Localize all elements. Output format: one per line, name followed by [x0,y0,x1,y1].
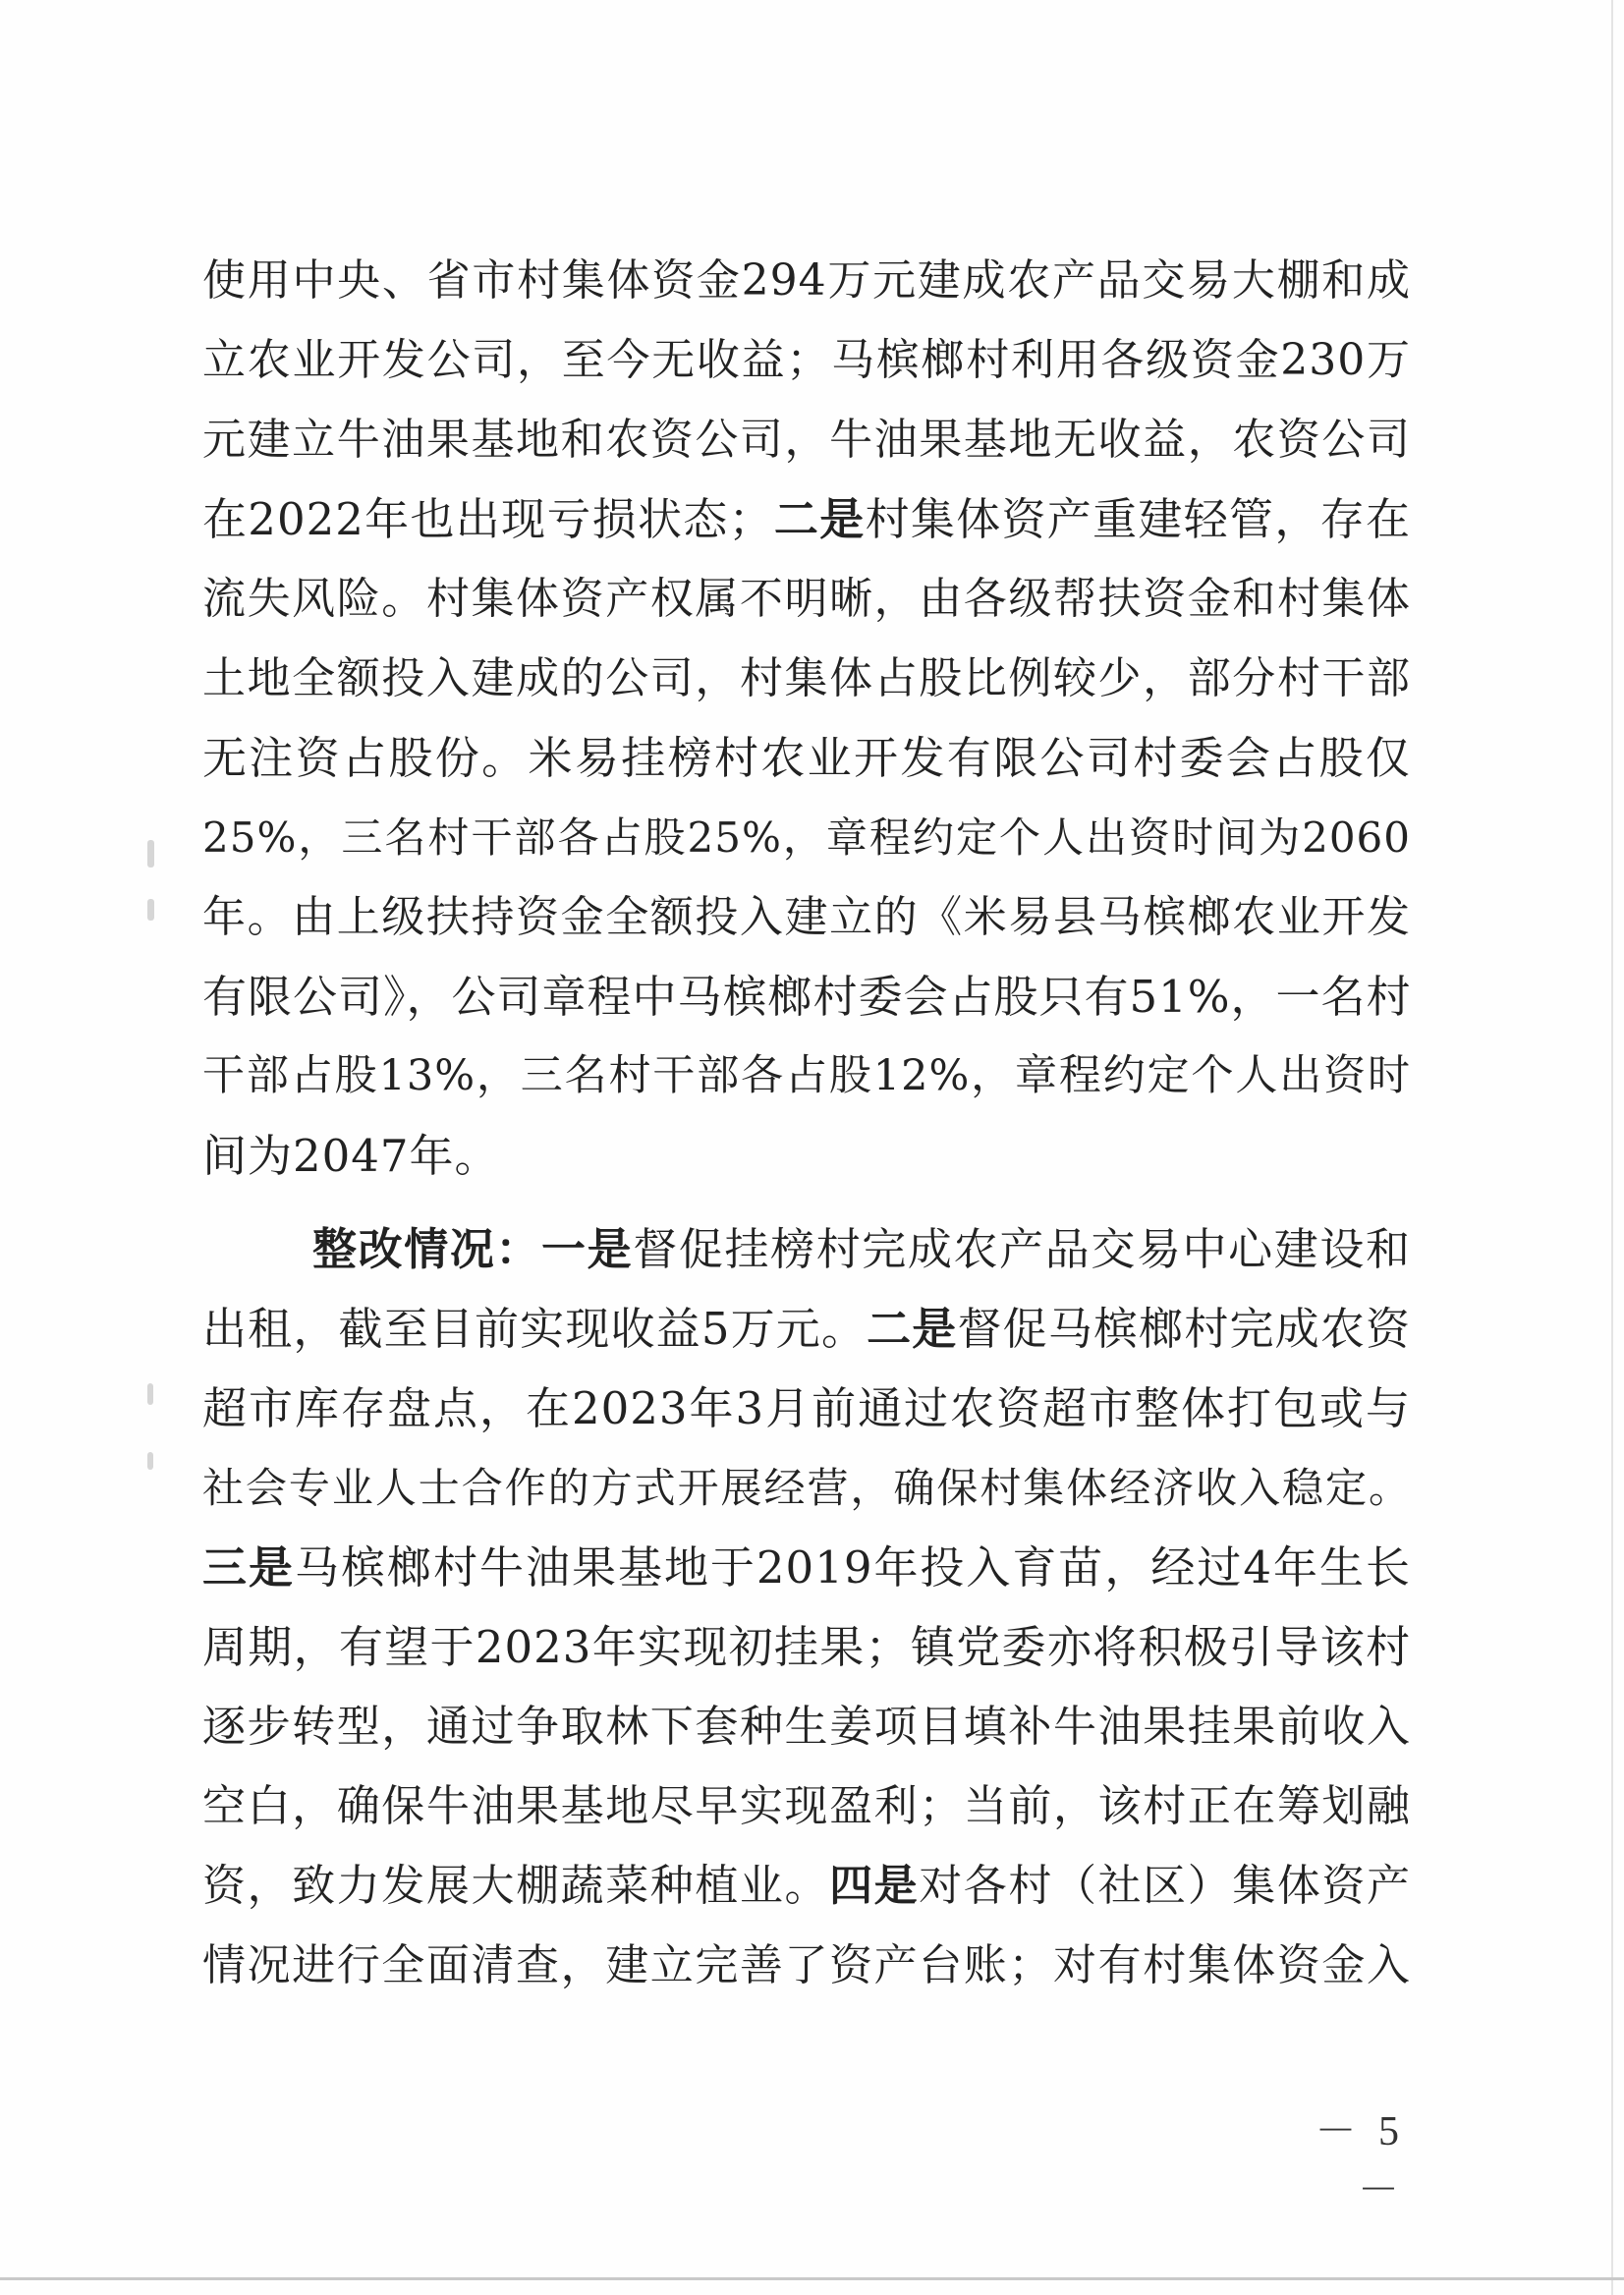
text-line: 社会专业人士合作的方式开展经营，确保村集体经济收入稳定。 [202,1464,1411,1512]
text-line: 空白，确保牛油果基地尽早实现盈利；当前，该村正在筹划融 [202,1781,1411,1831]
text-line: 立农业开发公司，至今无收益；马槟榔村利用各级资金230万 [202,335,1411,385]
text-line: 流失风险。村集体资产权属不明晰，由各级帮扶资金和村集体 [202,574,1411,624]
text-line: 25%，三名村干部各占股25%，章程约定个人出资时间为2060 [202,813,1411,862]
text-line: 元建立牛油果基地和农资公司，牛油果基地无收益，农资公司 [202,415,1411,465]
emphasis-label: 三是 [202,1541,295,1594]
text-line: 间为2047年。 [202,1130,500,1182]
text-line: 情况进行全面清查，建立完善了资产台账；对有村集体资金入 [202,1940,1411,1990]
scan-bottom-edge [0,2277,1624,2280]
section-heading: 整改情况：一是 [312,1223,634,1275]
text-line: 使用中央、省市村集体资金294万元建成农产品交易大棚和成 [202,255,1411,306]
scan-mark [147,899,154,921]
text-line: 出租，截至目前实现收益5万元。二是督促马槟榔村完成农资 [202,1303,1411,1355]
scan-edge [1611,0,1613,2295]
text-line: 干部占股13%，三名村干部各占股12%，章程约定个人出资时 [202,1051,1411,1100]
text-line: 三是马槟榔村牛油果基地于2019年投入育苗，经过4年生长 [202,1541,1411,1594]
page-number: － 5 － [1315,2109,1405,2213]
text-line: 年。由上级扶持资金全额投入建立的《米易县马槟榔农业开发 [202,892,1411,942]
text-line: 在2022年也出现亏损状态；二是村集体资产重建轻管，存在 [202,493,1411,545]
text-line: 逐步转型，通过争取林下套种生姜项目填补牛油果挂果前收入 [202,1702,1411,1752]
emphasis-label: 二是 [867,1303,958,1355]
text-line: 资，致力发展大棚蔬菜种植业。四是对各村（社区）集体资产 [202,1861,1412,1911]
text-line: 周期，有望于2023年实现初挂果；镇党委亦将积极引导该村 [202,1621,1411,1673]
text-line: 整改情况：一是督促挂榜村完成农产品交易中心建设和 [312,1223,1411,1275]
emphasis-label: 四是 [829,1861,920,1911]
text-line: 无注资占股份。米易挂榜村农业开发有限公司村委会占股仅 [202,732,1411,784]
text-line: 土地全额投入建成的公司，村集体占股比例较少，部分村干部 [202,653,1411,703]
scan-mark [147,1383,153,1405]
scan-mark [147,1452,153,1470]
text-line: 超市库存盘点，在2023年3月前通过农资超市整体打包或与 [202,1382,1411,1434]
body-text [202,241,1411,2005]
scan-mark [147,840,154,868]
text-line: 有限公司》，公司章程中马槟榔村委会占股只有51%，一名村 [202,971,1412,1023]
emphasis-label: 二是 [773,493,866,545]
